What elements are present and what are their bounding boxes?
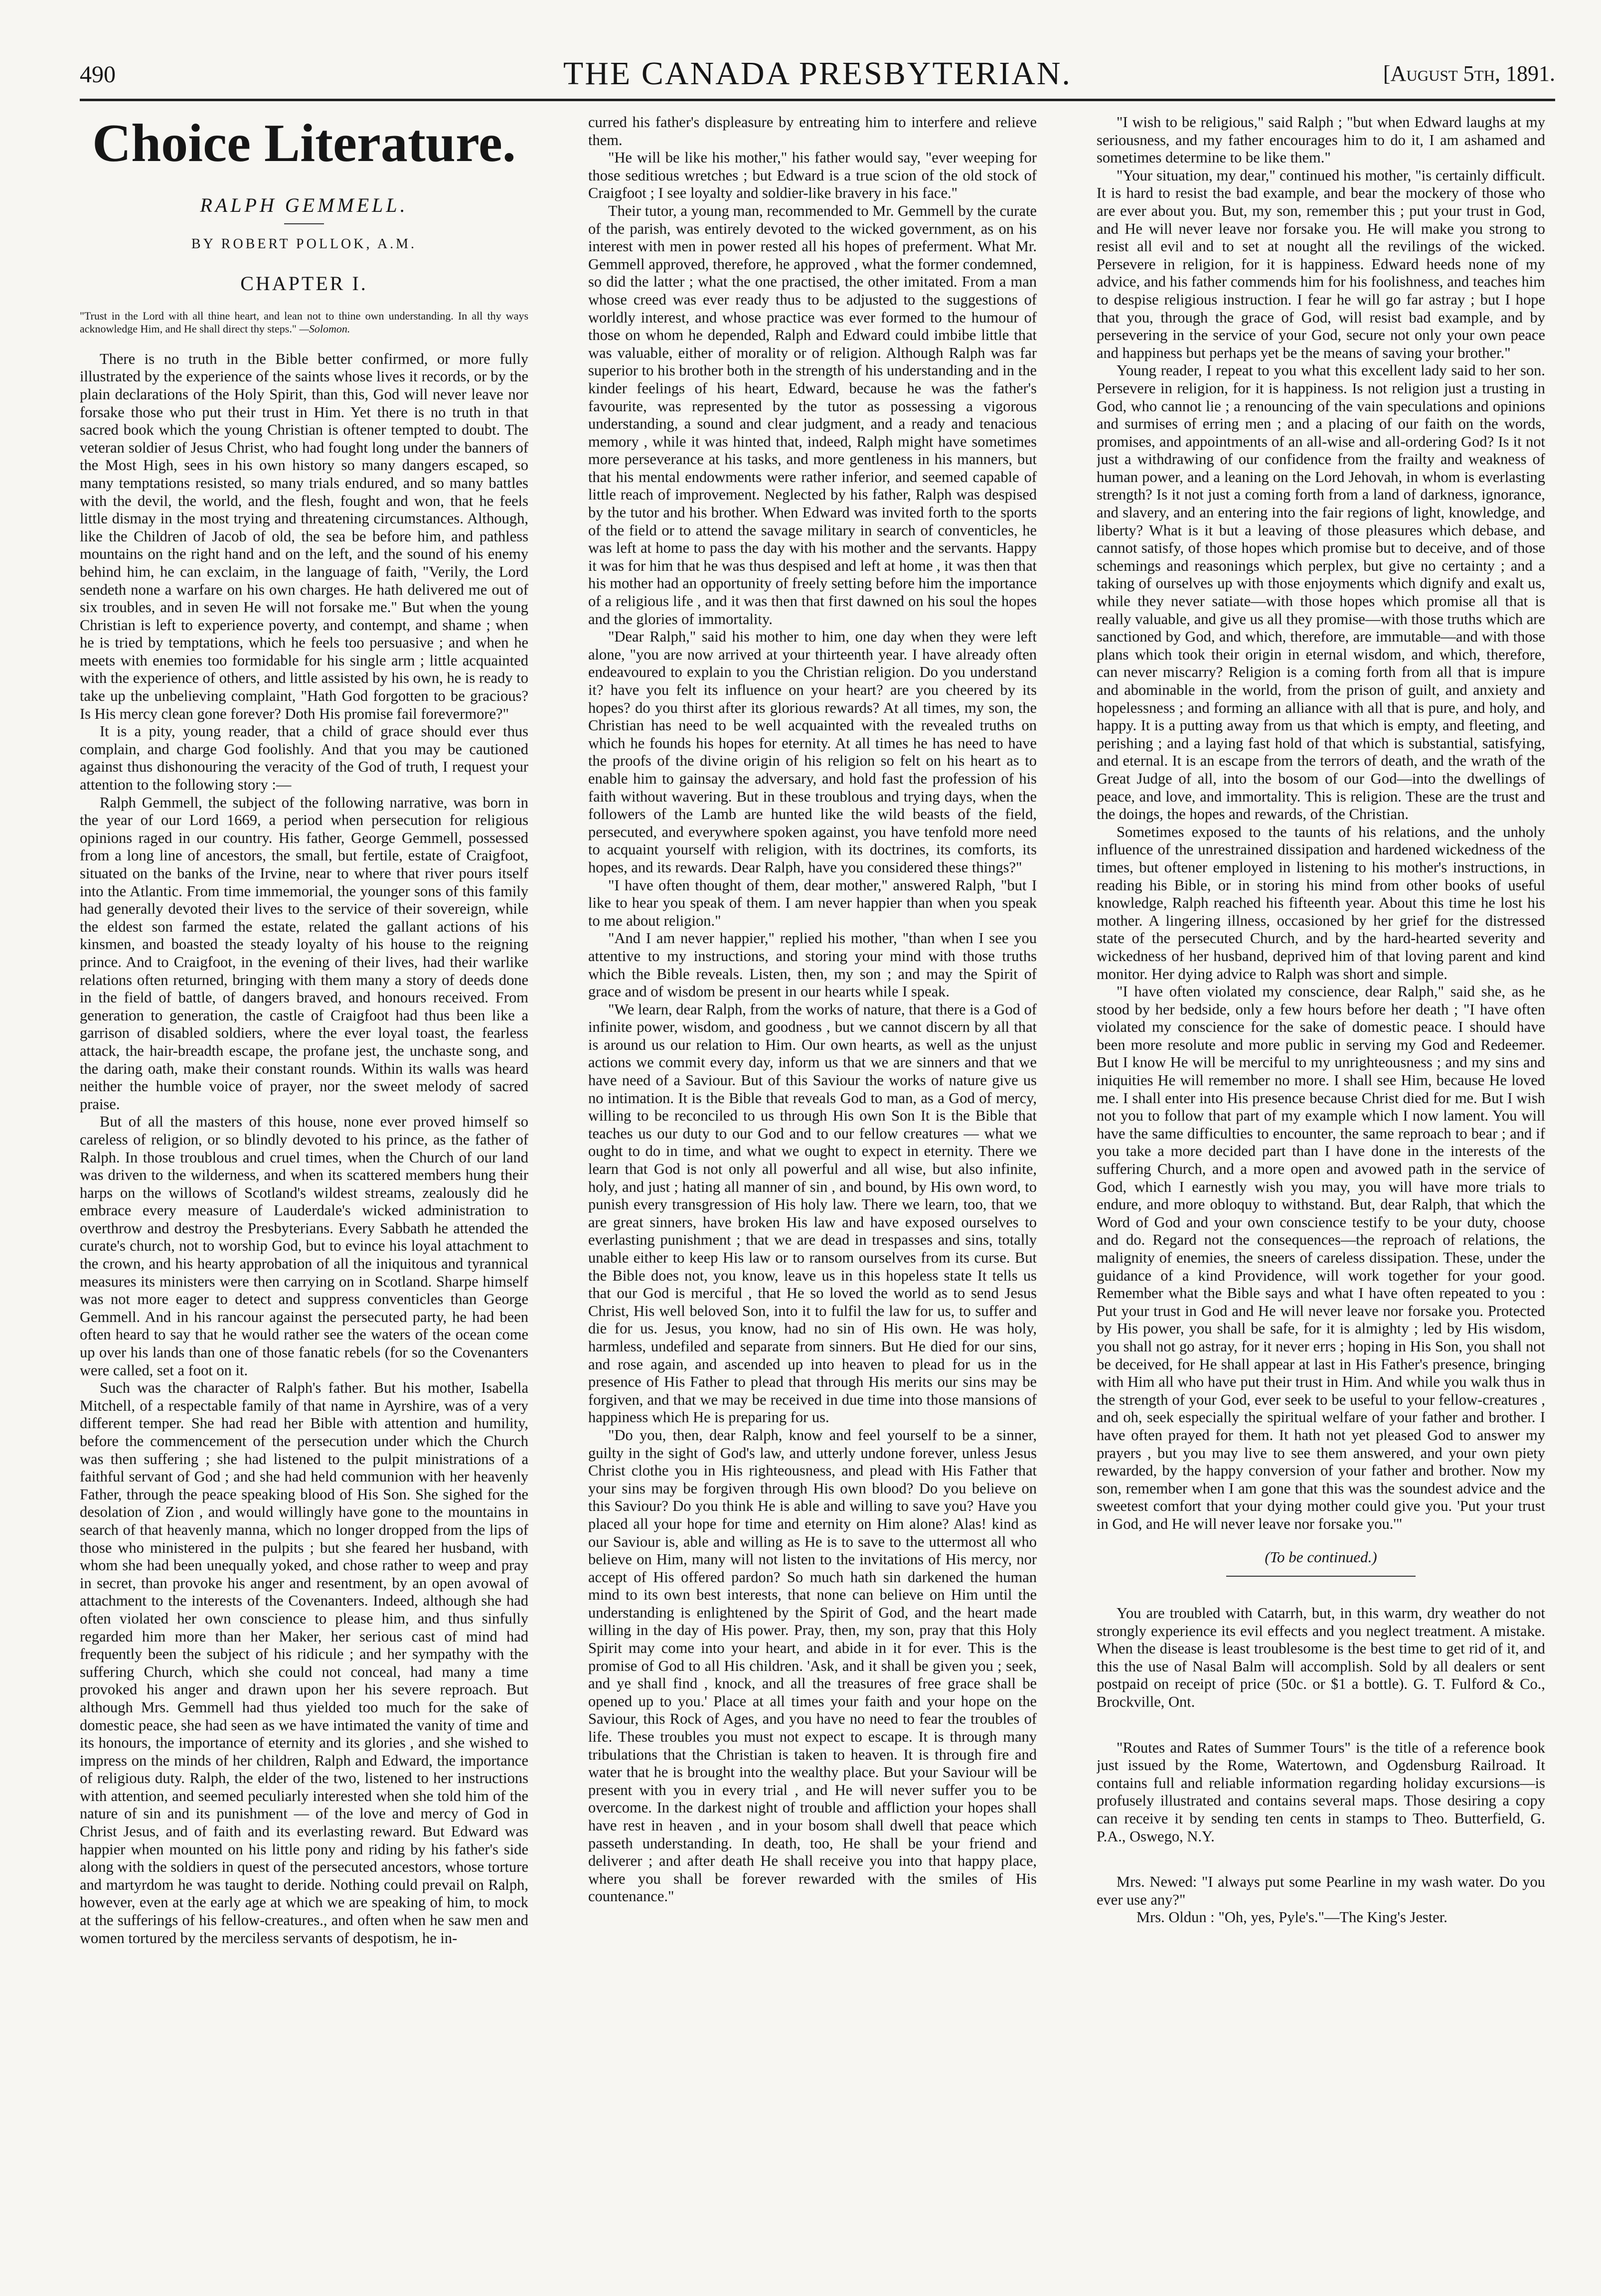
to-be-continued: (To be continued.) — [1265, 1548, 1377, 1566]
title-rule — [284, 223, 324, 224]
epigraph-source: —Solomon. — [299, 322, 350, 335]
section-divider — [1226, 1576, 1416, 1577]
epigraph — [80, 310, 528, 335]
advertisement-summer-tours — [1097, 1739, 1545, 1846]
humor-line-1: Mrs. Newed: "I always put some Pearline in my wash water. Do you ever use any?" — [1097, 1873, 1545, 1908]
epigraph-text: "Trust in the Lord with all thine heart, and lean not to thine own understanding. In all thy ways acknowledge Him, and He shall direct thy steps." — [80, 309, 528, 335]
paragraph: But of all the masters of this house, none ever proved himself so careless of religion, or so blindly devoted to his prince, as the father of Ralph. In those troublous and cruel times, when the Church of our land was driven to the wilderness, and when its scattered members hung their harps on the willows of Scotland's wildest streams, zealously did he embrace every measure of Lauderdale's wicked administration to overthrow and destroy the Presbyterians. Every Sabbath he attended the curate's church, not to worship God, but to evince his loyal attachment to the crown, and his hearty approbation of all the iniquitous and tyrannical measures its ministers were then carrying on in Scotland. Sharpe himself was not more eager to detect and suppress conventicles than George Gemmell. And in his rancour against the persecuted party, he had been often heard to say that he would rather see the waters of the ocean come up over his lands than one of those fanatic rebels (for so the Covenanters were called, set a foot on it. — [80, 1113, 528, 1379]
paragraph: Sometimes exposed to the taunts of his relations, and the unholy influence of the unrestrained dissipation and hardened wickedness of the times, but oftener employed in listening to his mother's instructions, in reading his Bible, or in storing his mind from other books of useful knowledge, Ralph reached his fifteenth year. About this time he lost his mother. A lingering illness, occasioned by her grief for the distressed state of the persecuted Church, and by the hard-hearted severity and wickedness of her husband, deprived him of that loving parent and kind monitor. Her dying advice to Ralph was short and simple. — [1097, 823, 1545, 983]
humor-line-2: Mrs. Oldun : "Oh, yes, Pyle's."—The King's Jester. — [1136, 1909, 1447, 1926]
advertisement-catarrh — [1097, 1605, 1545, 1711]
paragraph: "Your situation, my dear," continued his mother, "is certainly difficult. It is hard to resist the bad example, and bear the mockery of those who are ever about you. But, my son, remember this ; put your trust in God, and He will never leave nor forsake you. He will make you strong to resist all evil and to set at nought all the revilings of the wicked. Persevere in religion, for it is happiness. Edward heeds none of my advice, and his father commends him for his foolishness, and teaches him to despise religious instruction. I fear he will go far astray ; but I hope that you, through the grace of God, will resist bad example, and by persevering in the service of your God, secure not only your own peace and happiness but perhaps yet be the means of saving your brother." — [1097, 166, 1545, 361]
paragraph: "He will be like his mother," his father would say, "ever weeping for those seditious wretches ; but Edward is a true scion of the old stock of Craigfoot ; I see loyalty and soldier-like bravery in his face." — [588, 149, 1037, 202]
story-author: BY ROBERT POLLOK, A.M. — [191, 236, 417, 252]
paragraph: "Do you, then, dear Ralph, know and feel yourself to be a sinner, guilty in the sight of God's law, and utterly undone forever, unless Jesus Christ clothe you in His righteousness, and plead with His Father that your sins may be forgiven through His own blood? Do you believe on this Saviour? Do you think He is able and willing to save you? Have you placed all your hope for time and eternity on Him alone? Alas! kind as our Saviour is, able and willing as He is to save to the uttermost all who believe on Him, many will not listen to the invitations of His mercy, nor accept of His offered pardon? So much hath sin darkened the human mind to its own best interests, that none can believe on Him until the understanding is enlightened by the Spirit of God, and the heart made willing in the day of His power. Pray, then, my son, pray that this Holy Spirit may come into your heart, and abide in it for ever. This is the promise of God to all His children. 'Ask, and it shall be given you ; seek, and ye shall find , knock, and all the treasures of free grace shall be opened up to you.' Place at all times your faith and your hope on the Saviour, this Rock of Ages, and you have no need to fear the troubles of life. These troubles you must not expect to escape. It is through many tribulations that the Christian is taken to heaven. It is through fire and water that he is brought into the wealthy place. But your Saviour will be present with you in every trial , and He will never suffer you to be overcome. In the darkest night of trouble and affliction your hopes shall have rest in heaven , and in your bosom shall dwell that peace which passeth understanding. In death, too, He shall be your friend and deliverer ; and after death He shall receive you into that happy place, where you shall be forever rewarded with the smiles of His countenance." — [588, 1426, 1037, 1905]
advertisement-summer-tours-text: "Routes and Rates of Summer Tours" is the title of a reference book just issued by the Rome, Watertown, and Ogdensburg Railroad. It contains full and reliable information regarding holiday excursions—is profusely illustrated and contains several maps. Those desiring a copy can receive it by sending ten cents in stamps to Theo. Butterfield, G. P.A., Oswego, N.Y. — [1097, 1739, 1545, 1845]
paragraph: Such was the character of Ralph's father. But his mother, Isabella Mitchell, of a respectable family of that name in Ayrshire, was of a very different temper. She had read her Bible with attention and humility, before the commencement of the persecution under which the Church was then suffering ; she had listened to the pulpit ministrations of a faithful servant of God ; and she had held communion with her heavenly Father, through the peace speaking blood of His Son. She sighed for the desolation of Zion , and would willingly have gone to the mountains in search of that heavenly manna, which no longer dropped from the lips of those who ministered in the pulpits ; but she feared her husband, with whom she had been unequally yoked, and chose rather to weep and pray in secret, than provoke his anger and resentment, by an open avowal of attachment to the interests of the Covenanters. Indeed, although she had often violated her own conscience to please him, and thus sinfully regarded him more than her Maker, her serious cast of mind had frequently been the subject of his ridicule ; and her sympathy with the suffering Church, which she could not conceal, had many a time provoked his anger and drawn upon her his severe reproach. But although Mrs. Gemmell had thus yielded too much for the sake of domestic peace, she had seen as we have intimated the vanity of time and its honours, the importance of eternity and its glories , and she wished to impress on the minds of her children, Ralph and Edward, the importance of religious duty. Ralph, the elder of the two, listened to her instructions with attention, and seemed peculiarly interested when she told him of the nature of sin and its punishment — of the love and mercy of God in Christ Jesus, and of faith and its everlasting reward. But Edward was happier when mounted on his little pony and riding by his father's side along with the soldiers in quest of the persecuted ancestors, whose torture and martyrdom he was taught to deride. Nothing could prevail on Ralph, however, even at the early age at which we are speaking of him, to mock at the sufferings of his fellow-creatures., and often when he saw men and women tortured by the merciless servants of despotism, he in- — [80, 1379, 528, 1947]
column-2 — [588, 114, 1037, 2272]
section-title: Choice Literature. — [92, 114, 516, 173]
column-1 — [80, 114, 528, 2272]
paragraph: Ralph Gemmell, the subject of the following narrative, was born in the year of our Lord 1669, a period when persecution for religious opinions raged in our country. His father, George Gemmell, possessed from a long line of ancestors, the small, but fertile, estate of Craigfoot, situated on the banks of the Irvine, near to where that river pours itself into the Atlantic. From time immemorial, the younger sons of this family had generally devoted their lives to the service of their sovereign, while the eldest son farmed the estate, related the gallant actions of his kinsmen, and boasted the steady loyalty of his house to the reigning prince. And to Craigfoot, in the evening of their lives, had their warlike relations often returned, bringing with them many a story of deeds done in the field of battle, of dangers braved, and honours received. From generation to generation, the castle of Craigfoot had thus been like a garrison of disabled soldiers, where the ever loyal toast, the fearless attack, the hair-breadth escape, the profane jest, the unchaste song, and the daring oath, make their constant rounds. Within its walls was heard neither the humble voice of prayer, nor the sweet melody of sacred praise. — [80, 794, 528, 1113]
paragraph: "Dear Ralph," said his mother to him, one day when they were left alone, "you are now arrived at your thirteenth year. I have already often endeavoured to explain to you the Christian religion. Do you understand it? have you felt its influence on your heart? are you cheered by its hopes? do you thirst after its glorious rewards? At all times, my son, the Christian has need to be well acquainted with the revealed truths on which he founds his hopes for eternity. At all times he has need to have the proofs of the divine origin of his religion so felt on his heart as to enable him to gainsay the adversary, and hold fast the profession of his faith without wavering. But in these troublous and trying days, when the followers of the Lamb are hunted like the wild beasts of the field, persecuted, and everywhere spoken against, you have tenfold more need to acquaint yourself with religion, with its doctrines, its comforts, its hopes, and its rewards. Dear Ralph, have you considered these things?" — [588, 628, 1037, 876]
paragraph: curred his father's displeasure by entreating him to interfere and relieve them. — [588, 114, 1037, 149]
paragraph: "We learn, dear Ralph, from the works of nature, that there is a God of infinite power, wisdom, and goodness , but we cannot discern by all that is around us our relation to Him. Our own hearts, as well as the unjust actions we commit every day, inform us that we are sinners and that we have need of a Saviour. But of this Saviour the works of nature give us no intimation. It is the Bible that reveals God to man, as a God of mercy, willing to be reconciled to us through His own Son It is the Bible that teaches us our duty to our God and to our fellow creatures — what we ought to do in time, and what we ought to expect in eternity. There we learn that God is not only all powerful and all wise, but also infinite, holy, and just ; hating all manner of sin , and bound, by His own word, to punish every transgression of His holy law. There we learn, too, that we are great sinners, have broken His law and have exposed ourselves to everlasting punishment ; that we are dead in trespasses and sins, totally unable either to keep His law or to ransom ourselves from its curse. But the Bible does not, you know, leave us in this hopeless state It tells us that our God is merciful , that He so loved the world as to send Jesus Christ, His well beloved Son, into it to fulfil the law for us, to suffer and die for us. Jesus, you know, had no sin of His own. He was holy, harmless, undefiled and separate from sinners. But He died for our sins, and rose again, and ascended up into heaven to plead for us in the presence of His Father to plead that through His merits our sins may be forgiven, and that we may be received in due time into those mansions of happiness which He is preparing for us. — [588, 1000, 1037, 1426]
publication-title: THE CANADA PRESBYTERIAN. — [563, 55, 1072, 92]
column-3 — [1097, 114, 1545, 2272]
column-2-body — [588, 114, 1037, 1906]
chapter-heading: CHAPTER I. — [240, 272, 368, 295]
paragraph: It is a pity, young reader, that a child of grace should ever thus complain, and charge God foolishly. And that you may be cautioned against thus dishonouring the veracity of the God of truth, I request your attention to the following story :— — [80, 723, 528, 794]
paragraph: Their tutor, a young man, recommended to Mr. Gemmell by the curate of the parish, was entirely devoted to the wicked government, as on his interest with men in power rested all his hopes of preferment. What Mr. Gemmell approved, therefore, he approved , what the former condemned, so did the latter ; what the one practised, the other imitated. From a man whose creed was ever ready thus to be adjusted to the suggestions of worldly interest, and whose practice was ever formed to the humour of those on whom he depended, Ralph and Edward could imbibe little that was valuable, either of morality or of religion. Although Ralph was far superior to his brother both in the strength of his understanding and in the kinder feelings of his heart, Edward, because he was the father's favourite, was represented by the tutor as possessing a vigorous understanding, a sound and clear judgment, and a ready and tenacious memory , while it was hinted that, indeed, Ralph might have sometimes more perseverance at his tasks, and more gentleness in his manners, but that his mental endowments were rather inferior, and seemed capable of little reach of improvement. Neglected by his father, Ralph was despised by the tutor and his brother. When Edward was invited forth to the sports of the field or to attend the savage military in search of conventicles, he was left at home to pass the day with his mother and the servants. Happy it was for him that he was thus despised and left at home , it was then that his mother had an opportunity of freely setting before him the importance of a religious life , and it was then that first dawned on his soul the hopes and the glories of immortality. — [588, 202, 1037, 628]
issue-date: [August 5th, 1891. — [1383, 61, 1555, 86]
advertisement-catarrh-text: You are troubled with Catarrh, but, in this warm, dry weather do not strongly experience its evil effects and you neglect treatment. A mistake. When the disease is least troublesome is the best time to get rid of it, and this the use of Nasal Balm will accomplish. Sold by all dealers or sent postpaid on receipt of price (50c. or $1 a bottle). G. T. Fulford & Co., Brockville, Ont. — [1097, 1605, 1545, 1711]
paragraph: There is no truth in the Bible better confirmed, or more fully illustrated by the experience of the saints whose lives it records, or by the plain declarations of the Holy Spirit, than this, God will never leave nor forsake those who put their trust in Him. Yet there is no truth in that sacred book which the young Christian is oftener tempted to doubt. The veteran soldier of Jesus Christ, who had fought long under the banners of the Most High, sees in his own history so many dangers escaped, so many temptations resisted, so many trials endured, and so many battles with the devil, the world, and the flesh, fought and won, that he feels little dismay in the most trying and threatening circumstances. Although, like the Children of Jacob of old, the sea be before him, and pathless mountains on the right hand and on the left, and the sound of his enemy behind him, he can exclaim, in the language of faith, "Verily, the Lord sendeth none a warfare on his own charges. He hath delivered me out of six troubles, and in seven He will not forsake me." But when the young Christian is left to experience poverty, and contempt, and shame ; when he is tried by temptations, which he feels too persuasive ; and when he meets with enemies too formidable for his single arm ; little acquainted with the experience of others, and little assisted by his own, he is ready to take up the unbelieving complaint, "Hath God forgotten to be gracious? Is His mercy clean gone forever? Doth His promise fail forevermore?" — [80, 350, 528, 722]
paragraph: "I have often thought of them, dear mother," answered Ralph, "but I like to hear you speak of them. I am never happier than when you speak to me about religion." — [588, 876, 1037, 929]
header-rule — [80, 99, 1555, 101]
humor-item — [1097, 1873, 1545, 1927]
paragraph: Young reader, I repeat to you what this excellent lady said to her son. Persevere in religion, for it is happiness. Is not religion just a trusting in God, who cannot lie ; a renouncing of the vain speculations and opinions and surmises of erring men ; and a placing of our faith on the words, promises, and appointments of an all-wise and all-ordering God? Is it not just a withdrawing of our confidence from the frailty and weakness of human power, and a leaning on the Lord Jehovah, in whom is everlasting strength? Is it not just a coming forth from a land of darkness, ignorance, and slavery, and an entering into the fair regions of light, knowledge, and liberty? What is it but a leaving of those pleasures which debase, and cannot satisfy, of those hopes which promise but to deceive, and of those schemings and reasonings which perplex, but give no certainty ; and a taking of ourselves up with those enjoyments which dignify and exalt us, while they never satiate—with those hopes which promise all that is really valuable, and give us all they promise—with those truths which are sanctioned by God, and which, therefore, are immutable—and with those plans which took their origin in eternal wisdom, and which, therefore, can never miscarry? Religion is a coming forth from all that is impure and abominable in the world, from the prison of guilt, and anxiety and hopelessness ; and forming an alliance with all that is pure, and holy, and happy. It is a putting away from us that which is empty, and fleeting, and perishing ; and a laying fast hold of that which is substantial, satisfying, and eternal. It is an escape from the terrors of death, and the wrath of the Great Judge of all, into the bosom of our God—into the dwellings of peace, and love, and immortality. This is religion. These are the trust and the doings, the hopes and rewards, of the Christian. — [1097, 362, 1545, 823]
column-3-body — [1097, 114, 1545, 1533]
paragraph: "And I am never happier," replied his mother, "than when I see you attentive to my instructions, and storing your mind with those truths which the Bible reveals. Listen, then, my son ; and may the Spirit of grace and of wisdom be present in our hearts while I speak. — [588, 930, 1037, 1000]
page-header — [80, 55, 1555, 105]
paragraph: "I wish to be religious," said Ralph ; "but when Edward laughs at my seriousness, and my father encourages him to do it, I am ashamed and sometimes determine to be like them." — [1097, 114, 1545, 166]
page-number: 490 — [80, 61, 116, 88]
column-1-body — [80, 350, 528, 1947]
paragraph: "I have often violated my conscience, dear Ralph," said she, as he stood by her bedside, only a few hours before her death ; "I have often violated my conscience for the sake of domestic peace. I should have been more resolute and more public in serving my God and Redeemer. But I know He will be merciful to my unrighteousness ; and my sins and iniquities He will remember no more. I shall see Him, because He loved me. I shall enter into His presence because Christ died for me. But I wish not you to follow that part of my example which I now lament. You will have the same difficulties to encounter, the same reproach to bear ; and if you take a more decided part than I have done in the interests of the suffering Church, and a more open and avowed path in the service of God, which I earnestly wish you may, you will have more trials to endure, and more obloquy to withstand. But, dear Ralph, that which the Word of God and your own conscience testify to be your duty, choose and do. Regard not the consequences—the reproach of relations, the malignity of enemies, the sneers of careless dissipation. These, under the guidance of a kind Providence, will work together for your good. Remember what the Bible says and what I have often repeated to you : Put your trust in God and He will never leave nor forsake you. Protected by His power, you shall be safe, for it is almighty ; led by His wisdom, you shall not go astray, for it never errs ; hoping in His Son, you shall not be deceived, for He shall appear at last in His Father's presence, bringing with Him all who have put their trust in Him. And while you walk thus in the strength of your God, ever seek to be useful to your fellow-creatures , and oh, seek especially the spiritual welfare of your father and brother. I have often prayed for them. It hath not yet pleased God to answer my prayers , but you may live to see them answered, and your own piety rewarded, by the happy conversion of your father and brother. Now my son, remember when I am gone that this was the soundest advice and the sweetest comfort that your dying mother could give you. 'Put your trust in God, and He will never leave nor forsake you.'" — [1097, 983, 1545, 1532]
story-title: RALPH GEMMELL. — [200, 194, 408, 216]
